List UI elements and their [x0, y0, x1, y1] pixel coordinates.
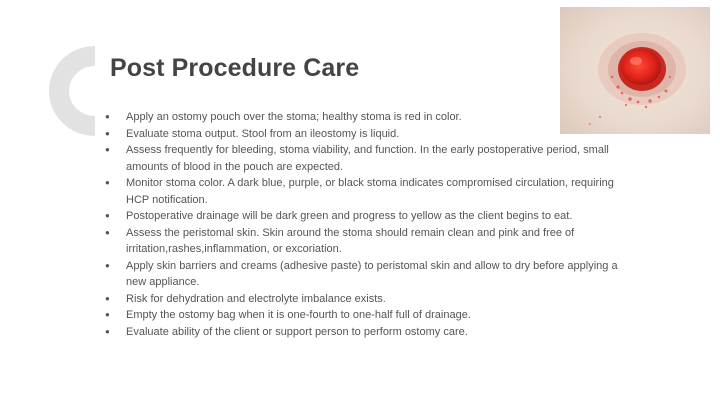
list-item — [100, 208, 630, 225]
list-item — [100, 109, 630, 126]
list-item — [100, 142, 630, 175]
bullet-icon: ● — [105, 128, 110, 138]
list-item-text: Assess frequently for bleeding, stoma viability, and function. In the early postoperative period, small amounts of blood in the pouch are expected. — [126, 144, 609, 173]
bullet-list — [100, 109, 630, 340]
bullet-icon: ● — [105, 293, 110, 303]
list-item-text: Empty the ostomy bag when it is one-fourth to one-half full of drainage. — [126, 309, 471, 321]
bullet-icon: ● — [105, 260, 110, 270]
bullet-icon: ● — [105, 326, 110, 336]
list-item-text: Postoperative drainage will be dark green and progress to yellow as the client begins to eat. — [126, 210, 573, 222]
list-item-text: Monitor stoma color. A dark blue, purple, or black stoma indicates compromised circulation, requiring HCP notification. — [126, 177, 614, 206]
list-item — [100, 324, 630, 341]
page-title: Post Procedure Care — [110, 54, 360, 82]
list-item — [100, 258, 630, 291]
list-item — [100, 225, 630, 258]
decorative-arc — [49, 46, 95, 136]
list-item-text: Evaluate stoma output. Stool from an ileostomy is liquid. — [126, 127, 400, 140]
bullet-icon: ● — [105, 112, 110, 121]
list-item-text: Evaluate ability of the client or support person to perform ostomy care. — [126, 325, 468, 338]
bullet-icon: ● — [105, 145, 110, 154]
list-item-text: Risk for dehydration and electrolyte imbalance exists. — [126, 292, 386, 305]
list-item — [100, 307, 630, 324]
bullet-icon: ● — [105, 178, 110, 187]
list-item — [100, 126, 630, 143]
list-item — [100, 175, 630, 208]
list-item-text: Apply an ostomy pouch over the stoma; healthy stoma is red in color. — [126, 111, 462, 123]
bullet-icon: ● — [105, 310, 110, 319]
list-item-text: Assess the peristomal skin. Skin around the stoma should remain clean and pink and free of irritation,rashes,inflammation, or excoriation. — [126, 226, 575, 255]
list-item-text: Apply skin barriers and creams (adhesive paste) to peristomal skin and allow to dry before applying a new appliance. — [126, 259, 618, 288]
list-item — [100, 291, 630, 308]
arc-shape — [49, 46, 95, 136]
bullet-icon: ● — [105, 211, 110, 220]
bullet-icon: ● — [105, 227, 110, 237]
